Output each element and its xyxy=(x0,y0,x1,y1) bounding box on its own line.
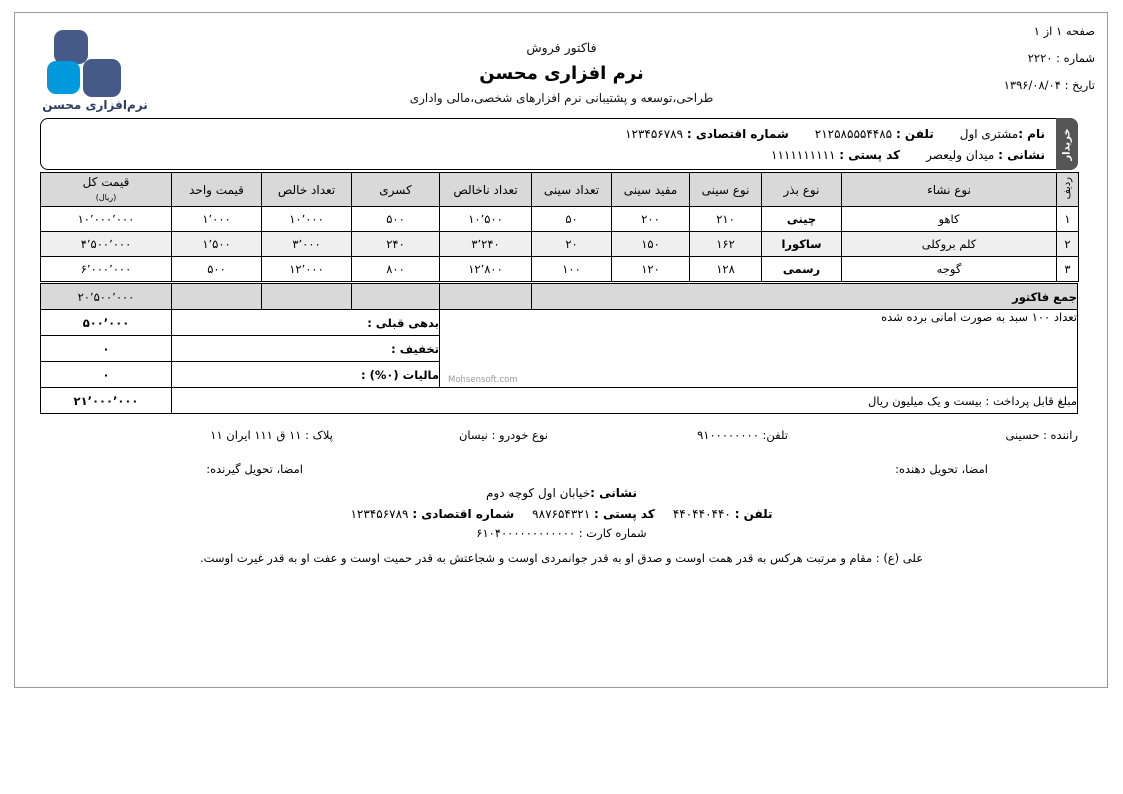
cell-radif: ۲ xyxy=(1057,232,1079,257)
cell-bazr: ساکورا xyxy=(762,232,842,257)
footer-card-label: شماره کارت : xyxy=(578,526,647,540)
table-row xyxy=(41,257,1079,282)
cell-nesha: گوجه xyxy=(842,257,1057,282)
footer-card-line xyxy=(0,526,1123,540)
summary-section xyxy=(40,283,1078,414)
buyer-econ-label: شماره اقتصادی : xyxy=(686,127,789,141)
signature-row xyxy=(40,462,1078,484)
header-sini: نوع سینی xyxy=(690,173,762,207)
cell-nakhales: ۱۰٬۵۰۰ xyxy=(440,207,532,232)
summary-note: تعداد ۱۰۰ سبد به صورت امانی برده شده Mohsensoft.com xyxy=(440,310,1078,388)
delivery-info-row xyxy=(40,428,1078,450)
header-bazr: نوع بذر xyxy=(762,173,842,207)
header-total-unit: (ریال) xyxy=(95,192,117,202)
footer-quote: علی (ع) : مقام و مرتبت هرکس به قدر همت اوست و صدق او به قدر جوانمردی اوست و شجاعتش به قدر حمیت اوست و عفت او به قدر غیرت اوست. xyxy=(199,551,924,565)
signature-receiver: امضا، تحویل گیرنده: xyxy=(206,462,303,476)
payable-label: مبلغ قابل پرداخت : بیست و یک میلیون ریال xyxy=(172,388,1078,414)
buyer-info-box xyxy=(40,118,1078,170)
cell-total-price: ۱۰٬۰۰۰٬۰۰۰ xyxy=(41,207,172,232)
summary-blank-a xyxy=(440,284,532,310)
document-title-block xyxy=(0,40,1123,105)
header-tedad-sini: تعداد سینی xyxy=(532,173,612,207)
invoice-date: تاریخ : ۱۳۹۶/۰۸/۰۴ xyxy=(1003,78,1095,92)
cell-unit-price: ۱٬۵۰۰ xyxy=(172,232,262,257)
cell-unit-price: ۱٬۰۰۰ xyxy=(172,207,262,232)
document-type: فاکتور فروش xyxy=(526,40,597,55)
buyer-address-value: میدان ولیعصر xyxy=(926,148,995,162)
site-watermark: Mohsensoft.com xyxy=(448,375,518,385)
signature-giver: امضا، تحویل دهنده: xyxy=(895,462,988,476)
buyer-phone-value: ۲۱۲۵۸۵۵۵۴۴۸۵ xyxy=(814,127,893,141)
header-mofid: مفید سینی xyxy=(612,173,690,207)
footer-econ-label: شماره اقتصادی : xyxy=(412,507,515,521)
buyer-name-value: مشتری اول xyxy=(959,127,1019,141)
cell-sini: ۱۲۸ xyxy=(690,257,762,282)
summary-blank-b xyxy=(352,284,440,310)
buyer-tab xyxy=(1056,118,1078,170)
footer-phone-label: تلفن : xyxy=(734,507,773,521)
driver-name: راننده : حسینی xyxy=(1005,428,1078,442)
company-name: نرم افزاری محسن xyxy=(479,63,644,84)
buyer-tab-label: خریدار xyxy=(1061,127,1073,161)
header-unit-price: قیمت واحد xyxy=(172,173,262,207)
cell-kasri: ۲۴۰ xyxy=(352,232,440,257)
cell-total-price: ۶٬۰۰۰٬۰۰۰ xyxy=(41,257,172,282)
summary-debt-row xyxy=(41,310,1078,336)
table-header-row xyxy=(41,173,1079,207)
cell-nesha: کلم بروکلی xyxy=(842,232,1057,257)
cell-mofid: ۱۲۰ xyxy=(612,257,690,282)
document-meta xyxy=(1004,24,1095,105)
buyer-line-two xyxy=(49,145,1045,166)
invoice-number: شماره : ۲۲۲۰ xyxy=(1027,51,1095,65)
cell-sini: ۱۶۲ xyxy=(690,232,762,257)
summary-grand-total: ۲۰٬۵۰۰٬۰۰۰ xyxy=(41,284,172,310)
footer-econ-value: ۱۲۳۴۵۶۷۸۹ xyxy=(350,507,409,521)
header-radif: ردیف xyxy=(1057,173,1079,207)
buyer-postal-label: کد پستی : xyxy=(839,148,901,162)
discount-value: ۰ xyxy=(41,336,172,362)
buyer-econ-value: ۱۲۳۴۵۶۷۸۹ xyxy=(625,127,684,141)
summary-blank-d xyxy=(172,284,262,310)
cell-tedad-sini: ۲۰ xyxy=(532,232,612,257)
footer-postal-value: ۹۸۷۶۵۴۳۲۱ xyxy=(532,507,591,521)
tax-value: ۰ xyxy=(41,362,172,388)
footer-address-line xyxy=(0,486,1123,500)
cell-tedad-sini: ۱۰۰ xyxy=(532,257,612,282)
buyer-postal-value: ۱۱۱۱۱۱۱۱۱۱ xyxy=(771,148,836,162)
cell-unit-price: ۵۰۰ xyxy=(172,257,262,282)
cell-sini: ۲۱۰ xyxy=(690,207,762,232)
buyer-phone-label: تلفن : xyxy=(895,127,934,141)
page-number: صفحه ۱ از ۱ xyxy=(1033,24,1095,38)
cell-mofid: ۲۰۰ xyxy=(612,207,690,232)
cell-kasri: ۸۰۰ xyxy=(352,257,440,282)
cell-radif: ۳ xyxy=(1057,257,1079,282)
footer-postal-label: کد پستی : xyxy=(594,507,655,521)
summary-payable-row xyxy=(41,388,1078,414)
cell-kasri: ۵۰۰ xyxy=(352,207,440,232)
cell-bazr: چینی xyxy=(762,207,842,232)
summary-title: جمع فاکتور xyxy=(532,284,1078,310)
logo-wordmark: نرم‌افزاری محسن xyxy=(42,98,148,112)
footer-card-value: ۶۱۰۴۰۰۰۰۰۰۰۰۰۰۰۰ xyxy=(476,526,576,540)
buyer-line-one xyxy=(49,124,1045,145)
cell-khales: ۳٬۰۰۰ xyxy=(262,232,352,257)
prev-debt-value: ۵۰۰٬۰۰۰ xyxy=(41,310,172,336)
cell-nesha: کاهو xyxy=(842,207,1057,232)
cell-radif: ۱ xyxy=(1057,207,1079,232)
header-kasri: کسری xyxy=(352,173,440,207)
vehicle-plate: پلاک : ۱۱ ق ۱۱۱ ایران ۱۱ xyxy=(210,428,333,442)
cell-nakhales: ۱۲٬۸۰۰ xyxy=(440,257,532,282)
footer-contact-line xyxy=(0,507,1123,521)
payable-value: ۲۱٬۰۰۰٬۰۰۰ xyxy=(41,388,172,414)
summary-table xyxy=(40,283,1078,414)
footer-section xyxy=(0,486,1123,565)
buyer-name-label: نام : xyxy=(1018,127,1045,141)
cell-total-price: ۴٬۵۰۰٬۰۰۰ xyxy=(41,232,172,257)
cell-khales: ۱۲٬۰۰۰ xyxy=(262,257,352,282)
summary-total-row xyxy=(41,284,1078,310)
header-total-price: قیمت کل (ریال) xyxy=(41,173,172,207)
header-nakhales: تعداد ناخالص xyxy=(440,173,532,207)
table-row xyxy=(41,232,1079,257)
cell-mofid: ۱۵۰ xyxy=(612,232,690,257)
cell-khales: ۱۰٬۰۰۰ xyxy=(262,207,352,232)
prev-debt-label: بدهی قبلی : xyxy=(172,310,440,336)
delivery-section xyxy=(40,428,1078,484)
buyer-address-label: نشانی : xyxy=(998,148,1045,162)
table-row xyxy=(41,207,1079,232)
cell-tedad-sini: ۵۰ xyxy=(532,207,612,232)
footer-address-value: خیابان اول کوچه دوم xyxy=(486,486,591,500)
summary-blank-c xyxy=(262,284,352,310)
driver-phone: تلفن: ۹۱۰۰۰۰۰۰۰۰ xyxy=(697,428,788,442)
header-khales: تعداد خالص xyxy=(262,173,352,207)
tax-label: مالیات (۰%) : xyxy=(172,362,440,388)
items-table xyxy=(40,172,1079,282)
cell-bazr: رسمی xyxy=(762,257,842,282)
cell-nakhales: ۳٬۲۴۰ xyxy=(440,232,532,257)
footer-phone-value: ۴۴۰۴۴۰۴۴۰ xyxy=(672,507,731,521)
vehicle-type: نوع خودرو : نیسان xyxy=(458,428,548,442)
discount-label: تخفیف : xyxy=(172,336,440,362)
footer-address-label: نشانی : xyxy=(590,486,637,500)
header-nesha: نوع نشاء xyxy=(842,173,1057,207)
buyer-fields xyxy=(49,124,1045,166)
company-tagline: طراحی،توسعه و پشتیبانی نرم افزارهای شخصی،مالی واداری xyxy=(409,91,714,105)
